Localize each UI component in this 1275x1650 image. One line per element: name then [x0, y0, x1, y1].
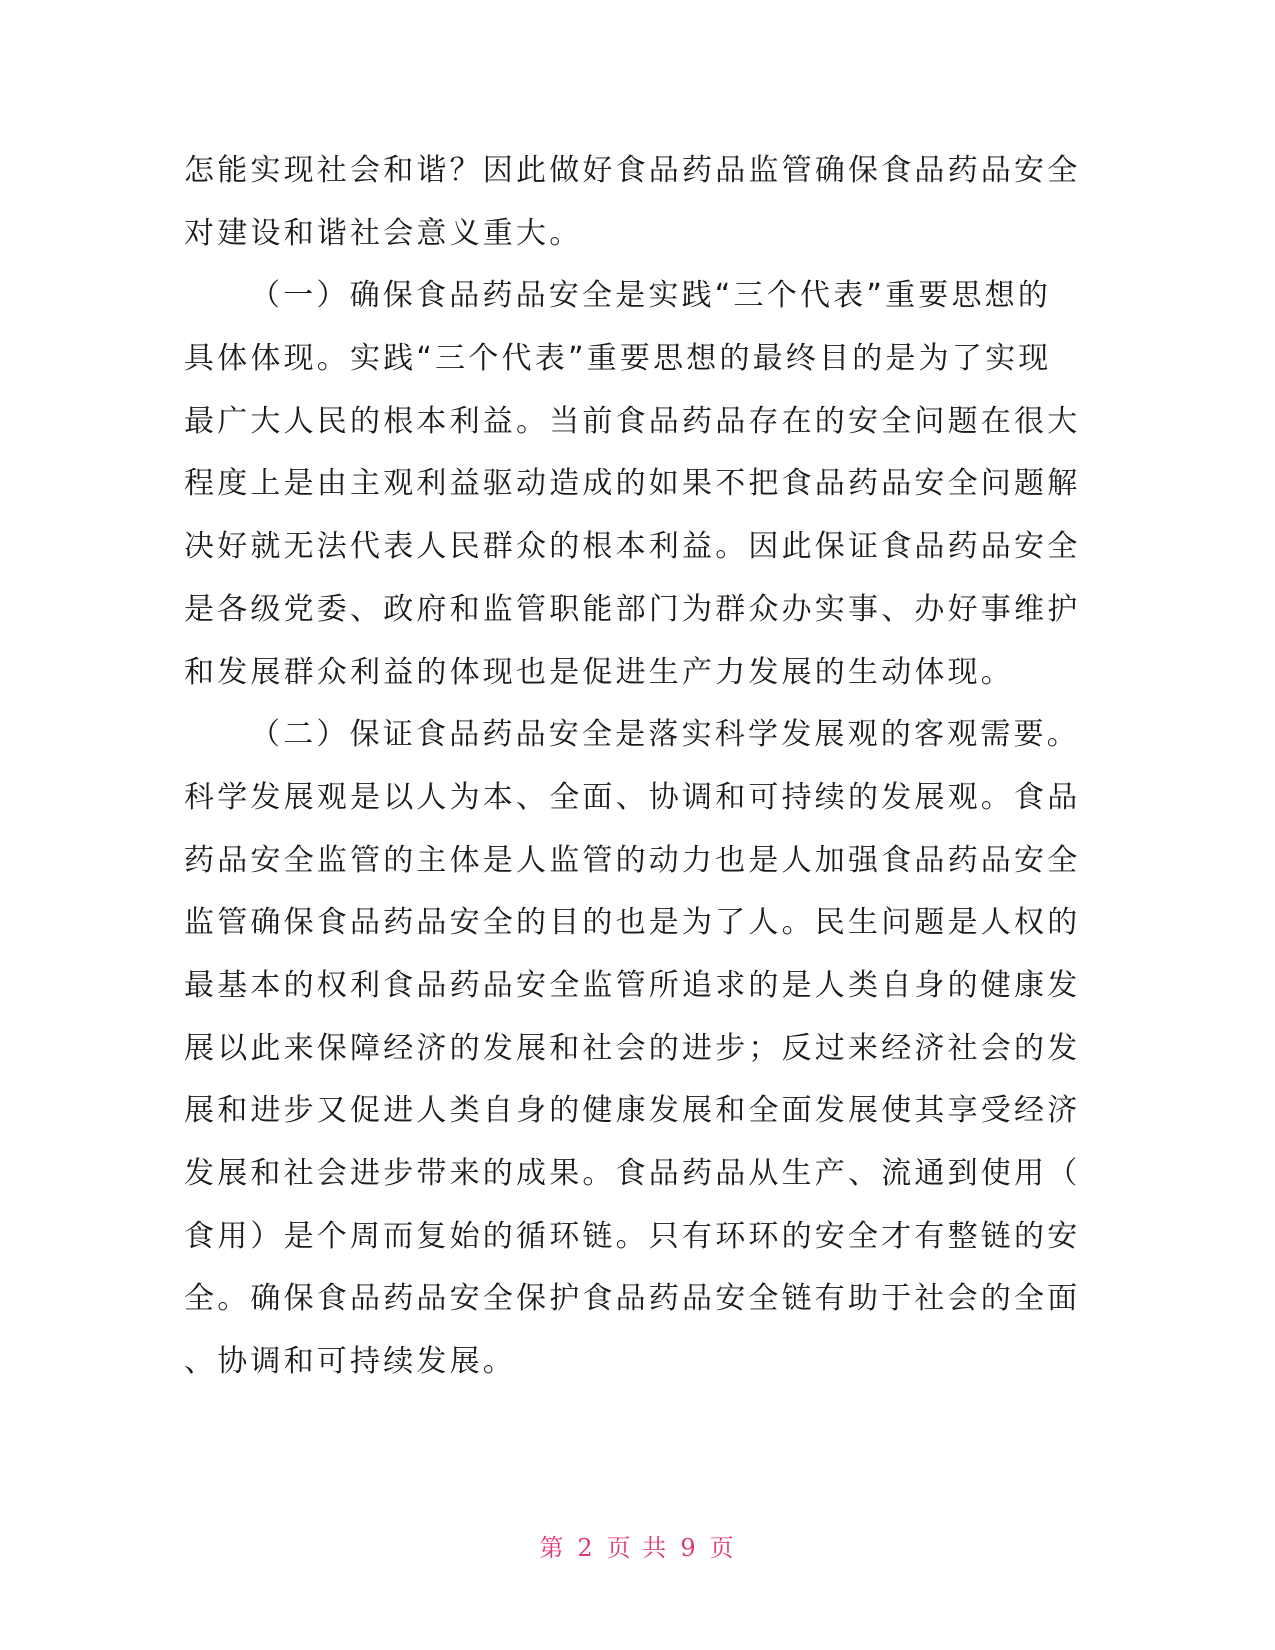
text-line: 怎能实现社会和谐？因此做好食品药品监管确保食品药品安全	[184, 153, 1081, 188]
page-number-footer	[0, 1528, 1275, 1563]
text-line: 药品安全监管的主体是人监管的动力也是人加强食品药品安全	[184, 842, 1081, 878]
text-line: 科学发展观是以人为本、全面、协调和可持续的发展观。食品	[184, 779, 1081, 815]
text-line: 、协调和可持续发展。	[184, 1344, 516, 1380]
paragraph-heading-line: （一）确保食品药品安全是实践“三个代表”重要思想的	[250, 278, 1052, 314]
footer-suffix: 页	[709, 1534, 736, 1562]
text-line: 展和进步又促进人类自身的健康发展和全面发展使其享受经济	[184, 1093, 1081, 1129]
text-line: 监管确保食品药品安全的目的也是为了人。民生问题是人权的	[184, 905, 1081, 941]
total-page-count: 9	[680, 1534, 698, 1562]
paragraph-heading-line: （二）保证食品药品安全是落实科学发展观的客观需要。	[250, 717, 1080, 753]
footer-prefix: 第	[539, 1534, 566, 1562]
text-line: 是各级党委、政府和监管职能部门为群众办实事、办好事维护	[184, 591, 1081, 627]
text-line: 最广大人民的根本利益。当前食品药品存在的安全问题在很大	[184, 403, 1081, 439]
text-line: 程度上是由主观利益驱动造成的如果不把食品药品安全问题解	[184, 466, 1081, 502]
text-line: 发展和社会进步带来的成果。食品药品从生产、流通到使用（	[184, 1156, 1081, 1191]
text-line: 食用）是个周而复始的循环链。只有环环的安全才有整链的安	[184, 1218, 1081, 1254]
document-body	[184, 140, 1081, 1394]
text-line: 决好就无法代表人民群众的根本利益。因此保证食品药品安全	[184, 529, 1081, 565]
current-page-number: 2	[577, 1534, 595, 1562]
text-line: 最基本的权利食品药品安全监管所追求的是人类自身的健康发	[184, 967, 1081, 1003]
footer-middle: 页 共	[606, 1534, 669, 1562]
text-line: 对建设和谐社会意义重大。	[184, 215, 583, 251]
text-line: 全。确保食品药品安全保护食品药品安全链有助于社会的全面	[184, 1281, 1081, 1317]
text-line: 具体体现。实践“三个代表”重要思想的最终目的是为了实现	[184, 341, 1052, 377]
text-line: 展以此来保障经济的发展和社会的进步；反过来经济社会的发	[184, 1030, 1081, 1066]
text-line: 和发展群众利益的体现也是促进生产力发展的生动体现。	[184, 654, 1014, 690]
